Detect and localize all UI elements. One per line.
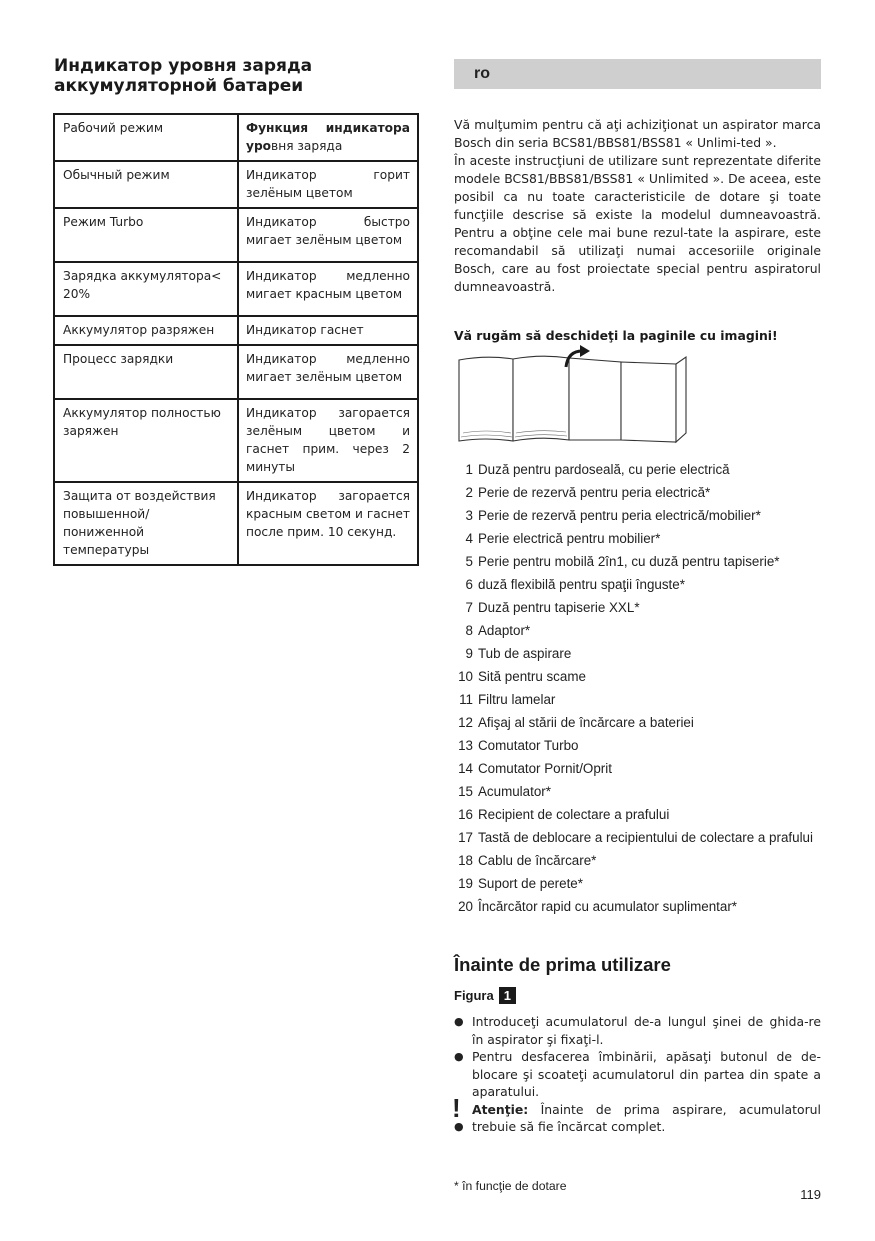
list-item <box>454 853 821 869</box>
item-text: Afişaj al stării de încărcare a bateriei <box>478 715 694 730</box>
item-text: Cablu de încărcare* <box>478 853 597 868</box>
mode-cell: Режим Turbo <box>54 208 238 262</box>
mode-cell: Защита от воздействия повышенной/ пониженной температуры <box>54 482 238 565</box>
table-row <box>54 345 418 399</box>
figure-reference <box>454 987 516 1004</box>
intro-paragraph: În aceste instrucţiuni de utilizare sunt reprezentate diferite modele BCS81/BBS81/BSS81 « Unlimited ». De aceea, este posibil ca nu toate caracteristicile de dotare şi toate funcţiile descrise să existe la modelul dumneavoastră. Pentru a obţine cele mai bune rezul-tate la aspirare, este recomandabil să utilizaţi numai accesoriile originale Bosch, care au fost proiectate special pentru aspiratorul dumneavoastră. <box>454 153 821 294</box>
item-number: 20 <box>458 899 473 914</box>
mode-cell: Зарядка аккумулятора< 20% <box>54 262 238 316</box>
item-text: Comutator Turbo <box>478 738 579 753</box>
table-row <box>54 262 418 316</box>
item-text: Perie electrică pentru mobilier* <box>478 531 661 546</box>
item-number: 6 <box>465 577 473 592</box>
item-text: Comutator Pornit/Oprit <box>478 761 612 776</box>
instructions <box>454 1013 821 1136</box>
warning-text-block <box>472 1101 821 1136</box>
function-cell: Индикатор медленно мигает красным цветом <box>238 262 418 316</box>
list-item <box>454 899 821 915</box>
item-text: Adaptor* <box>478 623 531 638</box>
item-text: Acumulator* <box>478 784 551 799</box>
item-text: Duză pentru tapiserie XXL* <box>478 600 640 615</box>
figure-number-badge: 1 <box>499 987 516 1004</box>
item-number: 1 <box>465 462 473 477</box>
table-row <box>54 399 418 482</box>
bullet-item <box>454 1013 821 1048</box>
language-header-bar <box>454 59 821 89</box>
function-cell: Индикатор загорается зелёным цветом и гаснет прим. через 2 минуты <box>238 399 418 482</box>
item-number: 13 <box>458 738 473 753</box>
table-row <box>54 482 418 565</box>
item-number: 11 <box>459 692 473 707</box>
list-item <box>454 738 821 754</box>
list-item <box>454 830 821 846</box>
mode-cell: Аккумулятор разряжен <box>54 316 238 345</box>
function-cell: Индикатор гаснет <box>238 316 418 345</box>
bullet-text: Introduceţi acumulatorul de-a lungul şinei de ghida-re în aspirator şi fixaţi-l. <box>472 1014 821 1047</box>
item-number: 4 <box>465 531 473 546</box>
warning-item <box>452 1092 821 1136</box>
item-text: Perie pentru mobilă 2în1, cu duză pentru tapiserie* <box>478 554 780 569</box>
function-cell: Индикатор медленно мигает зелёным цветом <box>238 345 418 399</box>
mode-cell: Аккумулятор полностью заряжен <box>54 399 238 482</box>
page-number: 119 <box>800 1187 821 1202</box>
item-text: Încărcător rapid cu acumulator suplimentar* <box>478 899 738 914</box>
list-item <box>454 508 821 524</box>
list-item <box>454 485 821 501</box>
item-number: 7 <box>465 600 473 615</box>
item-text: Suport de perete* <box>478 876 583 891</box>
table-row <box>54 316 418 345</box>
list-item <box>454 600 821 616</box>
intro-text <box>454 116 821 296</box>
mode-cell: Обычный режим <box>54 161 238 208</box>
item-number: 16 <box>458 807 473 822</box>
table-header-row <box>54 114 418 161</box>
list-item <box>454 623 821 639</box>
warning-icon: ! ● <box>452 1092 464 1133</box>
item-number: 2 <box>465 485 473 500</box>
item-text: Sită pentru scame <box>478 669 586 684</box>
fold-out-pages-icon <box>456 345 688 445</box>
header-function <box>238 114 418 161</box>
item-number: 15 <box>458 784 473 799</box>
mode-cell: Процесс зарядки <box>54 345 238 399</box>
list-item <box>454 715 821 731</box>
item-number: 5 <box>465 554 473 569</box>
battery-indicator-table <box>53 113 419 566</box>
item-number: 14 <box>458 761 473 776</box>
item-text: Duză pentru pardoseală, cu perie electrică <box>478 462 730 477</box>
language-code: ro <box>474 65 490 82</box>
bullet-dot-icon: ● <box>454 1015 464 1028</box>
item-text: Tastă de deblocare a recipientului de colectare a prafului <box>478 830 813 845</box>
list-item <box>454 692 821 708</box>
item-number: 3 <box>465 508 473 523</box>
list-item <box>454 761 821 777</box>
item-text: Perie de rezervă pentru peria electrică* <box>478 485 711 500</box>
section-title-battery-indicator: Индикатор уровня заряда аккумуляторной батареи <box>54 56 313 96</box>
item-text: Perie de rezervă pentru peria electrică/mobilier* <box>478 508 761 523</box>
item-number: 8 <box>465 623 473 638</box>
item-number: 10 <box>458 669 473 684</box>
footnote: * în funcţie de dotare <box>454 1179 567 1193</box>
list-item <box>454 784 821 800</box>
list-item <box>454 646 821 662</box>
function-cell: Индикатор быстро мигает зелёным цветом <box>238 208 418 262</box>
section-title-before-first-use: Înainte de prima utilizare <box>454 954 671 975</box>
list-item <box>454 577 821 593</box>
warning-label: Atenţie: <box>472 1101 529 1117</box>
item-text: Filtru lamelar <box>478 692 556 707</box>
function-cell: Индикатор горит зелёным цветом <box>238 161 418 208</box>
list-item <box>454 669 821 685</box>
item-number: 9 <box>465 646 473 661</box>
function-cell: Индикатор загорается красным светом и гаснет после прим. 10 секунд. <box>238 482 418 565</box>
figure-label: Figura <box>454 988 494 1003</box>
warning-text: Înainte de prima aspirare, acumulatorul trebuie să fie încărcat complet. <box>472 1101 821 1134</box>
item-number: 18 <box>458 853 473 868</box>
open-pages-note: Vă rugăm să deschideţi la paginile cu imagini! <box>454 328 778 343</box>
list-item <box>454 554 821 570</box>
intro-paragraph: Vă mulţumim pentru că aţi achiziţionat un aspirator marca Bosch din seria BCS81/BBS81/BSS81 « Unlimi-ted ». <box>454 117 821 150</box>
item-number: 19 <box>458 876 473 891</box>
header-mode: Рабочий режим <box>54 114 238 161</box>
header-function-rest: вня заряда <box>271 139 343 153</box>
parts-list <box>454 462 821 922</box>
list-item <box>454 807 821 823</box>
item-text: duză flexibilă pentru spaţii înguste* <box>478 577 685 592</box>
item-text: Tub de aspirare <box>478 646 572 661</box>
item-number: 12 <box>458 715 473 730</box>
table-row <box>54 161 418 208</box>
list-item <box>454 876 821 892</box>
bullet-item <box>454 1048 821 1101</box>
bullet-text: Pentru desfacerea îmbinării, apăsaţi butonul de de-blocare şi scoateţi acumulatorul din partea din spate a aparatului. <box>472 1049 821 1099</box>
list-item <box>454 462 821 478</box>
table-row <box>54 208 418 262</box>
bullet-dot-icon: ● <box>454 1050 464 1063</box>
item-number: 17 <box>458 830 473 845</box>
item-text: Recipient de colectare a prafului <box>478 807 670 822</box>
list-item <box>454 531 821 547</box>
header-function-bold: Функция индикатора уро <box>246 121 410 153</box>
